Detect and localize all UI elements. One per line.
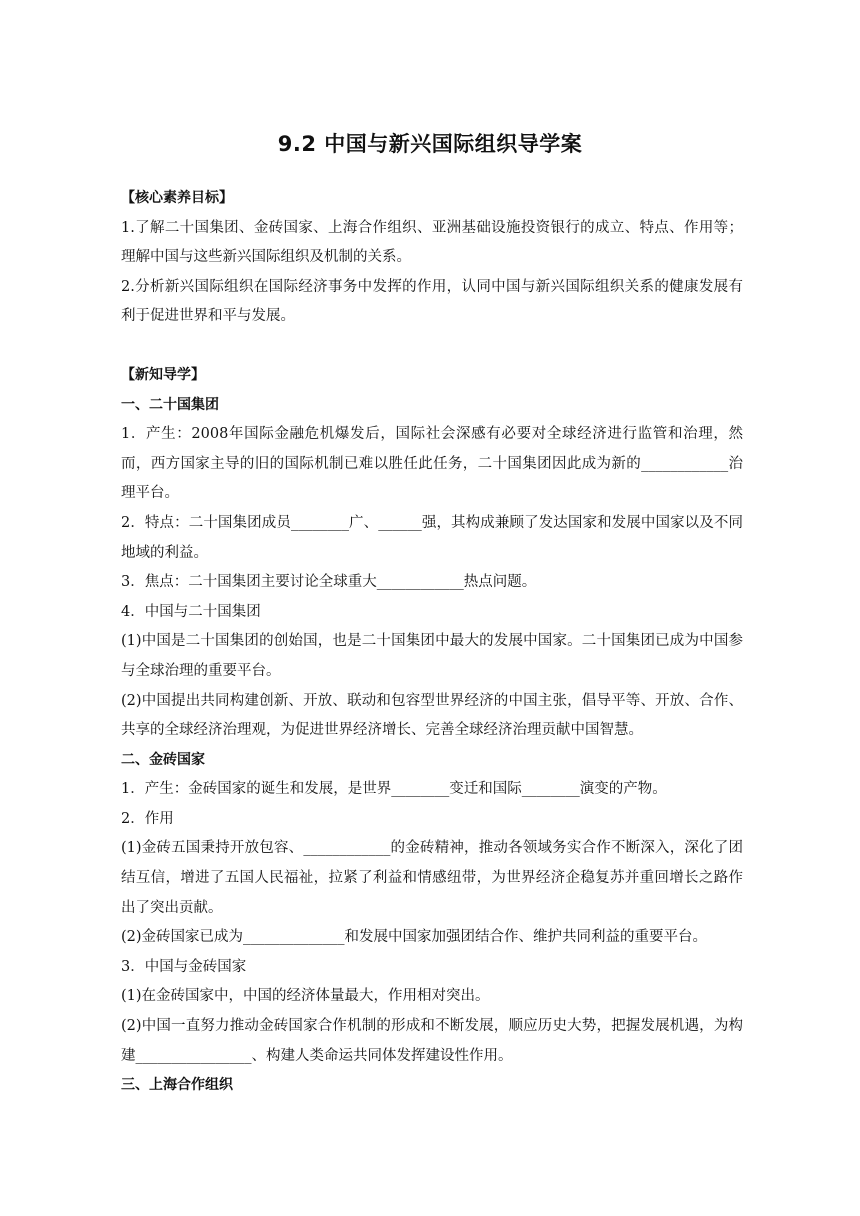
- brics-role-1: (1)金砖五国秉持开放包容、____________的金砖精神，推动各领域务实合作不断深入，深化了团结互信，增进了五国人民福祉，拉紧了利益和情感纽带，为世界经济企稳复苏并重回增长之路作出了突出贡献。: [121, 840, 743, 916]
- g20-focus: 3．焦点：二十国集团主要讨论全球重大____________热点问题。: [121, 574, 537, 591]
- g20-china-heading: 4．中国与二十国集团: [121, 603, 261, 620]
- core-goal-2: 2.分析新兴国际组织在国际经济事务中发挥的作用，认同中国与新兴国际组织关系的健康发展有利于促进世界和平与发展。: [121, 278, 743, 325]
- core-goals-heading: 【核心素养目标】: [121, 190, 233, 206]
- core-goal-1: 1.了解二十国集团、金砖国家、上海合作组织、亚洲基础设施投资银行的成立、特点、作用等；理解中国与这些新兴国际组织及机制的关系。: [121, 219, 743, 266]
- section-sco-heading: 三、上海合作组织: [121, 1077, 233, 1094]
- g20-china-1: (1)中国是二十国集团的创始国，也是二十国集团中最大的发展中国家。二十国集团已成为中国参与全球治理的重要平台。: [121, 633, 743, 679]
- g20-china-2: (2)中国提出共同构建创新、开放、联动和包容型世界经济的中国主张，倡导平等、开放、合作、共享的全球经济治理观，为促进世界经济增长、完善全球经济治理贡献中国智慧。: [121, 692, 743, 739]
- g20-origin: 1．产生：2008年国际金融危机爆发后，国际社会深感有必要对全球经济进行监管和治理，然而，西方国家主导的旧的国际机制已难以胜任此任务，二十国集团因此成为新的____________治理平台。: [121, 426, 743, 502]
- brics-china-2: (2)中国一直努力推动金砖国家合作机制的形成和不断发展，顺应历史大势，把握发展机遇，为构建________________、构建人类命运共同体发挥建设性作用。: [121, 1018, 743, 1064]
- spacer: [121, 332, 743, 361]
- section-brics-heading: 二、金砖国家: [121, 751, 205, 768]
- g20-features: 2．特点：二十国集团成员________广、______强，其构成兼顾了发达国家和发展中国家以及不同地域的利益。: [121, 514, 743, 561]
- brics-role-heading: 2．作用: [121, 810, 174, 827]
- brics-role-2: (2)金砖国家已成为______________和发展中国家加强团结合作、维护共同利益的重要平台。: [121, 929, 708, 946]
- section-g20-heading: 一、二十国集团: [121, 396, 219, 413]
- new-knowledge-heading: 【新知导学】: [121, 366, 205, 383]
- brics-origin: 1．产生：金砖国家的诞生和发展，是世界________变迁和国际________演变的产物。: [121, 781, 667, 798]
- page-title: 9.2 中国与新兴国际组织导学案: [277, 132, 583, 156]
- document-body: [121, 184, 743, 1101]
- brics-china-heading: 3．中国与金砖国家: [121, 958, 247, 975]
- brics-china-1: (1)在金砖国家中，中国的经济体量最大，作用相对突出。: [121, 988, 490, 1005]
